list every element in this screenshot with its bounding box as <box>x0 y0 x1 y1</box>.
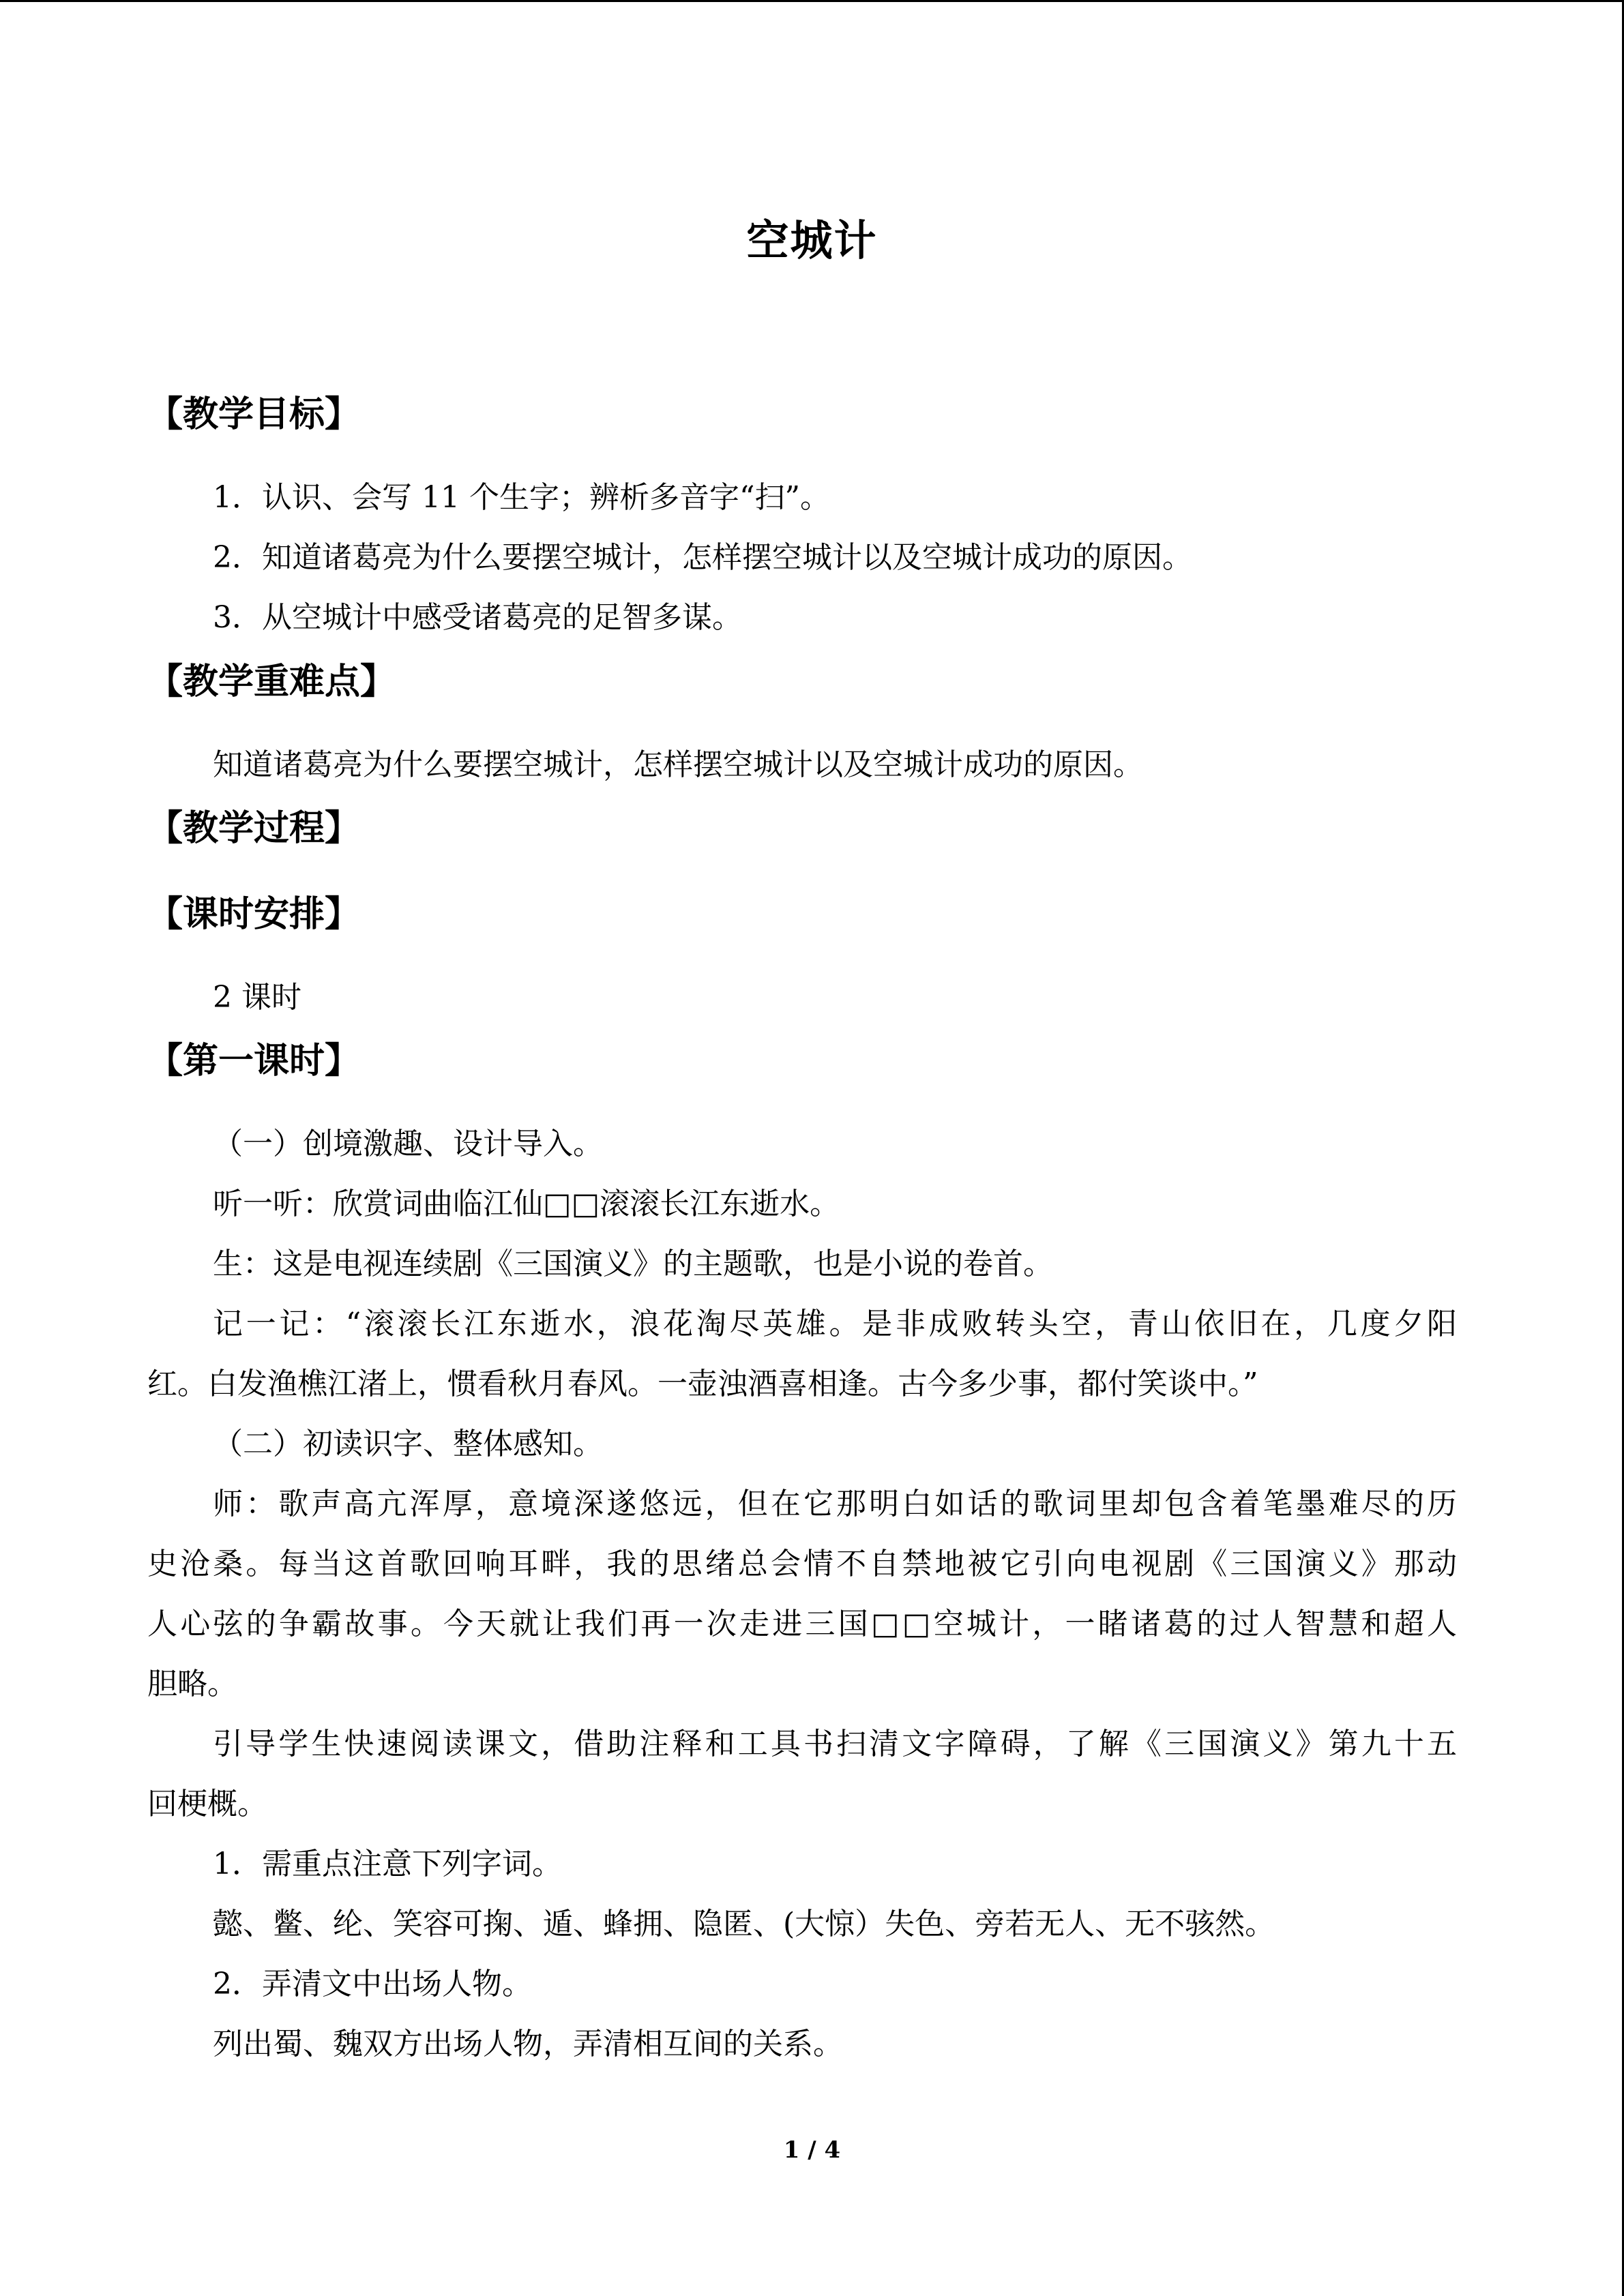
paragraph-word-list: 懿、鳖、纶、笑容可掬、遁、蜂拥、隐匿、(大惊）失色、旁若无人、无不骇然。 <box>213 1907 1275 1941</box>
list-item-key-words: 1．需重点注意下列字词。 <box>213 1847 562 1881</box>
paragraph-reading-section: （二）初读识字、整体感知。 <box>213 1427 603 1461</box>
heading-first-period: 【第一课时】 <box>147 1040 361 1082</box>
paragraph-teacher-line-1: 师：歌声高亢浑厚，意境深遂悠远，但在它那明白如话的歌词里却包含着笔墨难尽的历 <box>213 1487 1457 1521</box>
paragraph-intro-section: （一）创境激趣、设计导入。 <box>213 1127 603 1161</box>
objective-item-2: 2．知道诸葛亮为什么要摆空城计，怎样摆空城计以及空城计成功的原因。 <box>213 540 1192 575</box>
paragraph-listen: 听一听：欣赏词曲临江仙□□滚滚长江东逝水。 <box>213 1187 840 1221</box>
heading-teaching-objectives: 【教学目标】 <box>147 393 361 435</box>
objective-item-1: 1．认识、会写 11 个生字；辨析多音字“扫”。 <box>213 480 830 515</box>
paragraph-memorize-line-2: 红。白发渔樵江渚上，惯看秋月春风。一壶浊酒喜相逢。古今多少事，都付笑谈中。” <box>147 1367 1258 1401</box>
paragraph-teacher-line-4: 胆略。 <box>147 1667 237 1701</box>
paragraph-memorize-line-1: 记一记：“滚滚长江东逝水，浪花淘尽英雄。是非成败转头空，青山依旧在，几度夕阳 <box>213 1307 1457 1341</box>
paragraph-teacher-line-2: 史沧桑。每当这首歌回响耳畔，我的思绪总会情不自禁地被它引向电视剧《三国演义》那动 <box>147 1547 1457 1581</box>
paragraph-characters-relation: 列出蜀、魏双方出场人物，弄清相互间的关系。 <box>213 2027 843 2061</box>
schedule-text: 2 课时 <box>213 980 301 1015</box>
page-title: 空城计 <box>746 215 878 265</box>
list-item-characters: 2．弄清文中出场人物。 <box>213 1967 532 2001</box>
page-number: 1 / 4 <box>783 2136 841 2164</box>
key-difficult-text: 知道诸葛亮为什么要摆空城计，怎样摆空城计以及空城计成功的原因。 <box>213 747 1143 782</box>
heading-schedule: 【课时安排】 <box>147 893 361 935</box>
heading-key-difficult-points: 【教学重难点】 <box>147 661 396 702</box>
objective-item-3: 3．从空城计中感受诸葛亮的足智多谋。 <box>213 600 742 635</box>
paragraph-student-answer: 生：这是电视连续剧《三国演义》的主题歌，也是小说的卷首。 <box>213 1247 1053 1281</box>
paragraph-teacher-line-3: 人心弦的争霸故事。今天就让我们再一次走进三国□□空城计，一睹诸葛的过人智慧和超人 <box>147 1607 1457 1641</box>
paragraph-guide-line-2: 回梗概。 <box>147 1787 267 1821</box>
heading-teaching-process: 【教学过程】 <box>147 807 361 849</box>
paragraph-guide-line-1: 引导学生快速阅读课文，借助注释和工具书扫清文字障碍，了解《三国演义》第九十五 <box>213 1727 1457 1761</box>
